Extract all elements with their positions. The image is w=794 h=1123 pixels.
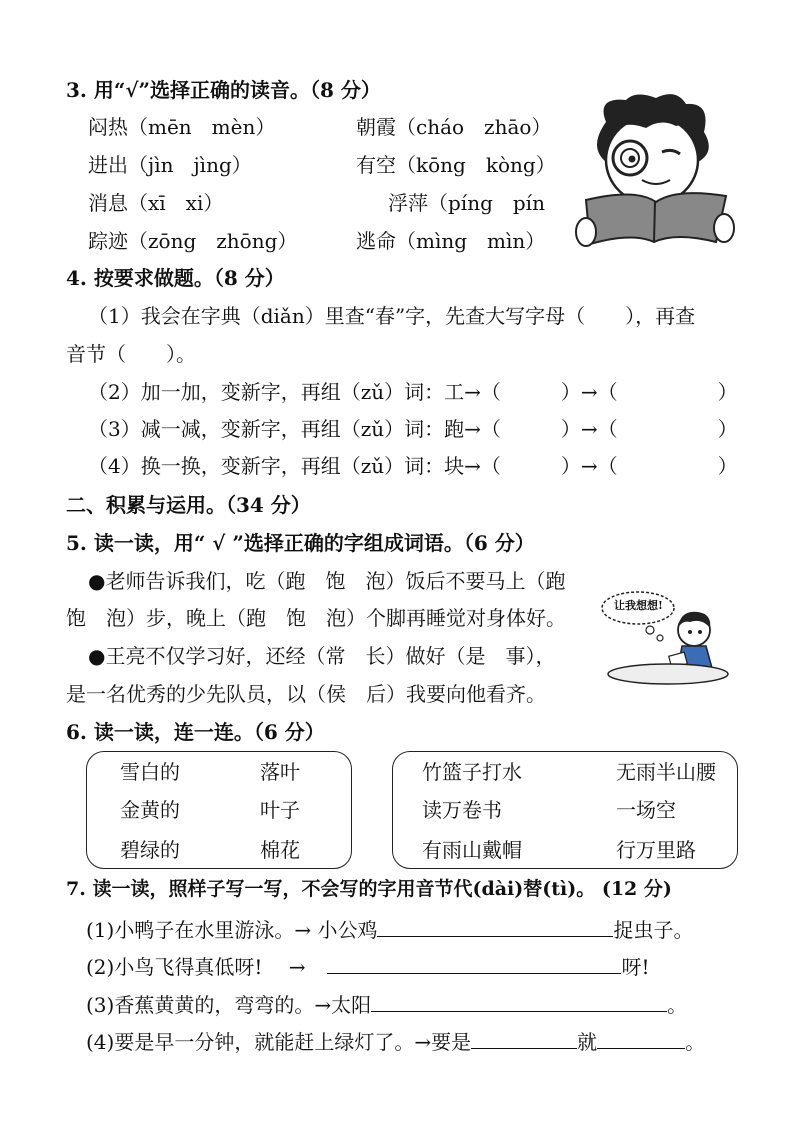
q6-title: 6. 读一读，连一连。（6 分） [66, 720, 325, 744]
match-item-right[interactable]: 无雨半山腰 [616, 760, 716, 784]
word: 逃命 [356, 229, 396, 253]
answer-blank[interactable] [471, 1030, 577, 1049]
example-sentence: (1)小鸭子在水里游泳。→ 小公鸡 [86, 918, 378, 942]
pinyin-options[interactable]: （jìn jìng） [128, 153, 252, 177]
pinyin-options[interactable]: （xī xi） [128, 191, 224, 215]
match-item-left[interactable]: 碧绿的 [120, 838, 180, 862]
q5-line-3: ●王亮不仅学习好，还经（常 长）做好（是 事）， [88, 644, 556, 668]
q4-line-3: （3）减一减，变新字，再组（zǔ）词：跑→（ ）→（ ） [88, 417, 738, 441]
answer-blank[interactable] [377, 918, 613, 937]
q4-line-1b: 音节（ ）。 [66, 342, 196, 366]
sentence-tail: 呀! [621, 955, 650, 979]
q5-line-4: 是一名优秀的少先队员，以（侯 后）我要向他看齐。 [66, 682, 546, 706]
match-item-left[interactable]: 读万卷书 [422, 798, 502, 822]
q4-line-4: （4）换一换，变新字，再组（zǔ）词：块→（ ）→（ ） [88, 454, 738, 478]
boy-reading-illustration [566, 92, 736, 252]
answer-blank[interactable] [327, 955, 621, 974]
word: 有空 [356, 153, 396, 177]
word: 踪迹 [88, 229, 128, 253]
example-sentence: (2)小鸟飞得真低呀! → [86, 955, 306, 979]
pinyin-options[interactable]: （mēn mèn） [128, 115, 276, 139]
example-sentence: (4)要是早一分钟，就能赶上绿灯了。→要是 [86, 1030, 472, 1054]
word: 朝霞 [356, 115, 396, 139]
match-item-left[interactable]: 金黄的 [120, 798, 180, 822]
match-item-right[interactable]: 一场空 [616, 798, 676, 822]
sentence-tail: 。 [685, 1030, 706, 1054]
pinyin-options[interactable]: （mìng mìn） [396, 229, 546, 253]
q3-item [88, 117, 275, 137]
q3-item [88, 193, 223, 213]
pinyin-options[interactable]: （píng pín [428, 191, 545, 215]
q3-item [388, 193, 545, 213]
word: 消息 [88, 191, 128, 215]
q7-line-4 [86, 1030, 705, 1052]
word: 进出 [88, 153, 128, 177]
example-sentence: (3)香蕉黄黄的，弯弯的。→太阳 [86, 993, 372, 1017]
q7-line-3 [86, 993, 687, 1015]
q7-title: 7. 读一读，照样子写一写，不会写的字用音节代(dài)替(tì)。 (12 分) [66, 878, 672, 900]
sentence-tail: 。 [667, 993, 688, 1017]
q7-line-1 [86, 918, 693, 940]
sentence-middle: 就 [577, 1030, 598, 1054]
q7-line-2 [86, 955, 650, 977]
match-item-right[interactable]: 叶子 [260, 798, 300, 822]
q4-line-2: （2）加一加，变新字，再组（zǔ）词：工→（ ）→（ ） [88, 380, 738, 404]
q5-line-1: ●老师告诉我们，吃（跑 饱 泡）饭后不要马上（跑 [88, 569, 566, 593]
q3-item [88, 155, 252, 175]
word: 闷热 [88, 115, 128, 139]
section-heading: 二、积累与运用。（34 分） [66, 493, 311, 517]
sentence-tail: 捉虫子。 [613, 918, 694, 942]
match-item-right[interactable]: 棉花 [260, 838, 300, 862]
q3-item [356, 155, 556, 175]
q4-title: 4. 按要求做题。（8 分） [66, 266, 285, 290]
q5-line-2: 饱 泡）步，晚上（跑 饱 泡）个脚再睡觉对身体好。 [66, 606, 566, 630]
match-item-left[interactable]: 竹篮子打水 [422, 760, 522, 784]
thought-bubble-text: 让我想想! [614, 599, 663, 612]
match-item-left[interactable]: 雪白的 [120, 760, 180, 784]
match-item-left[interactable]: 有雨山戴帽 [422, 838, 522, 862]
q3-item [356, 117, 551, 137]
q3-item [88, 231, 297, 251]
q4-line-1a: （1）我会在字典（diǎn）里查“春”字，先查大写字母（ ），再查 [88, 304, 696, 328]
q5-title: 5. 读一读，用“ √ ”选择正确的字组成词语。（6 分） [66, 531, 535, 555]
match-item-right[interactable]: 落叶 [260, 760, 300, 784]
q3-title: 3. 用“√”选择正确的读音。（8 分） [66, 78, 381, 102]
pinyin-options[interactable]: （kōng kòng） [396, 153, 556, 177]
answer-blank[interactable] [597, 1030, 685, 1049]
word: 浮萍 [388, 191, 428, 215]
q3-item [356, 231, 545, 251]
match-item-right[interactable]: 行万里路 [616, 838, 696, 862]
pinyin-options[interactable]: （zōng zhōng） [128, 229, 298, 253]
answer-blank[interactable] [371, 993, 667, 1012]
pinyin-options[interactable]: （cháo zhāo） [396, 115, 552, 139]
